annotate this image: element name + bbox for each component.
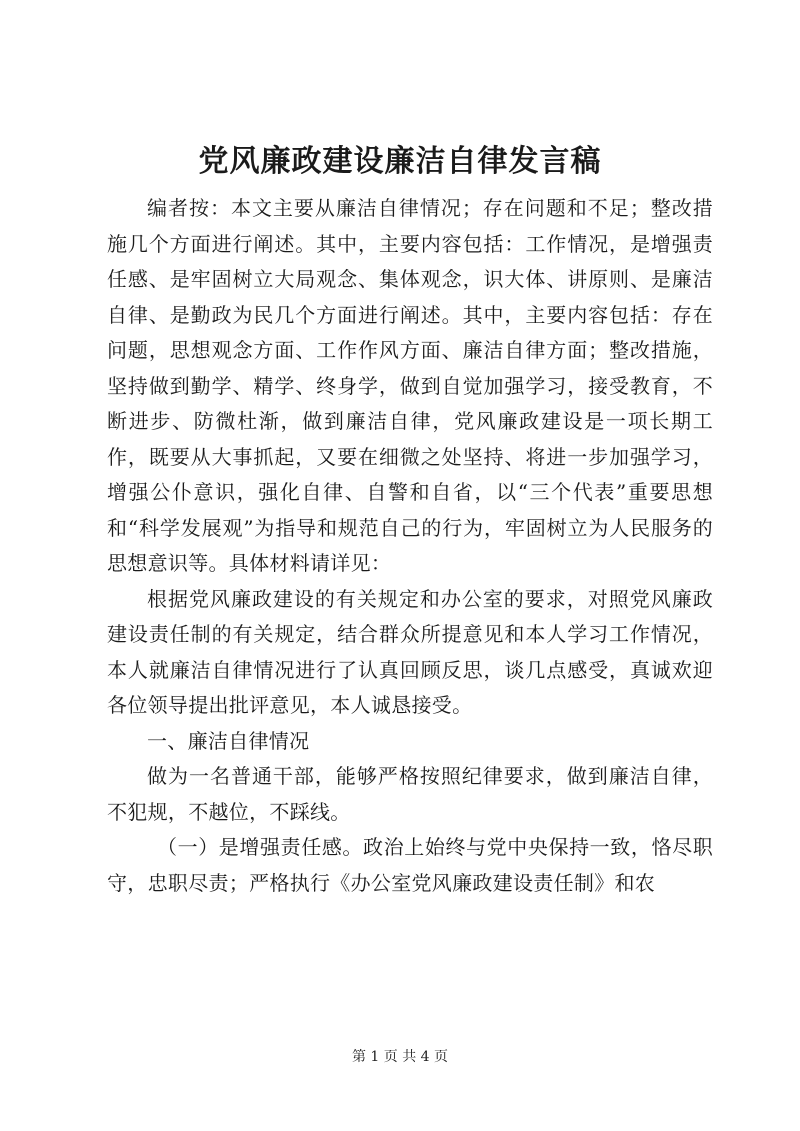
page-number-footer: 第 1 页 共 4 页 bbox=[351, 1049, 449, 1065]
section-heading: 一、廉洁自律情况 bbox=[147, 728, 310, 753]
editor-note-paragraph: 编者按：本文主要从廉洁自律情况；存在问题和不足；整改措施几个方面进行阐述。其中，主要内容包括：工作情况，是增强责任感、是牢固树立大局观念、集体观念，识大体、讲原则、是廉洁自律、是勤政为民几个方面进行阐述。其中，主要内容包括：存在问题，思想观念方面、工作作风方面、廉洁自律方面；整改措施，坚持做到勤学、精学、终身学，做到自觉加强学习，接受教育，不断进步、防微杜渐，做到廉洁自律，党风廉政建设是一项长期工作，既要从大事抓起，又要在细微之处坚持、将进一步加强学习，增强公仆意识，强化自律、自警和自省，以“三个代表”重要思想和“科学发展观”为指导和规范自己的行为，牢固树立为人民服务的思想意识等。具体材料请详见： bbox=[107, 196, 713, 575]
document-title: 党风廉政建设廉洁自律发言稿 bbox=[198, 144, 602, 179]
subsection-paragraph: （一）是增强责任感。政治上始终与党中央保持一致，恪尽职守，忠职尽责；严格执行《办公室党风廉政建设责任制》和农 bbox=[107, 835, 713, 895]
document-body bbox=[107, 191, 713, 901]
body-paragraph: 做为一名普通干部，能够严格按照纪律要求，做到廉洁自律，不犯规，不越位，不踩线。 bbox=[107, 764, 713, 824]
intro-paragraph: 根据党风廉政建设的有关规定和办公室的要求，对照党风廉政建设责任制的有关规定，结合群众所提意见和本人学习工作情况，本人就廉洁自律情况进行了认真回顾反思，谈几点感受，真诚欢迎各位领导提出批评意见，本人诚恳接受。 bbox=[107, 586, 713, 717]
